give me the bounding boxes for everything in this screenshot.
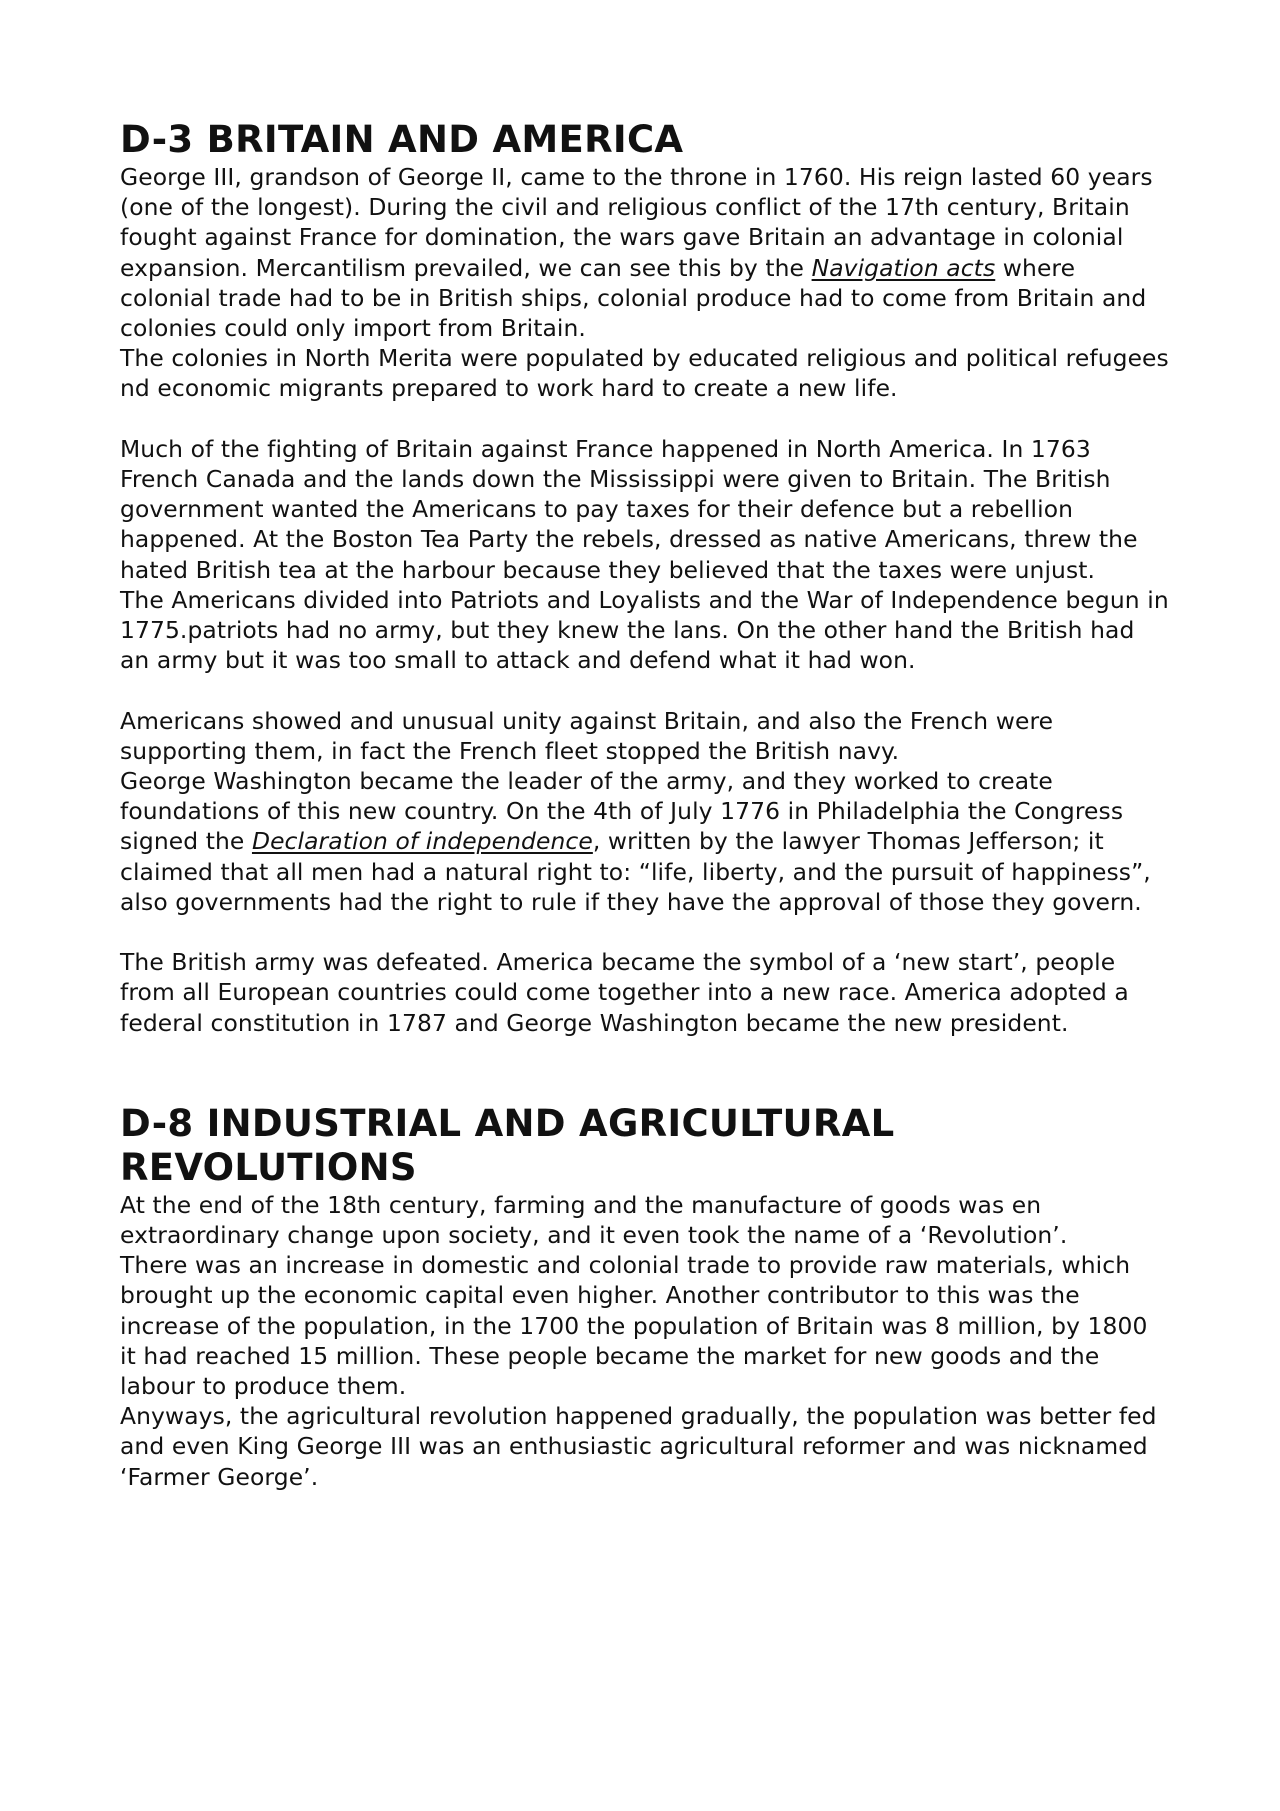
paragraph: The colonies in North Merita were populated by educated religious and political refugees nd economic migrants prepared to work hard to create a new life. [120, 344, 1169, 403]
term-navigation-acts: Navigation acts [811, 253, 996, 282]
paragraph: Anyways, the agricultural revolution happened gradually, the population was better fed and even King George III was an enthusiastic agricultural reformer and was nicknamed ‘Farmer George’. [120, 1402, 1157, 1491]
text-span: where colonial trade had to be in British ships, colonial produce had to come from Britain and colonies could only import from Britain. [120, 253, 1147, 343]
paragraph-gap [120, 917, 1170, 947]
text-span: , written by the lawyer Thomas Jefferson; it claimed that all men had a natural right to: “life, liberty, and the pursuit of happiness”, also governments had the right to rule if they have the approval of those they govern. [120, 827, 1151, 916]
section-title-britain-america: D-3 BRITAIN AND AMERICA [120, 118, 684, 161]
paragraph [120, 766, 1170, 917]
paragraph: The British army was defeated. America became the symbol of a ‘new start’, people from all European countries could come together into a new race. America adopted a federal constitution in 1787 and George Washington became the new president. [120, 948, 1129, 1037]
section-gap [120, 1038, 1170, 1102]
text-span: George Washington became the leader of the army, and they worked to create foundations of this new country. On the 4th of July 1776 in Philadelphia the Congress signed the [120, 767, 1124, 856]
paragraph: Americans showed and unusual unity against Britain, and also the French were supporting them, in fact the French fleet stopped the British navy. [120, 706, 1054, 765]
paragraph-gap [120, 404, 1170, 434]
paragraph [120, 162, 1170, 343]
paragraph: The Americans divided into Patriots and Loyalists and the War of Independence begun in 1775.patriots had no army, but they knew the lans. On the other hand the British had an army but it was too small to attack and defend what it had won. [120, 585, 1169, 675]
term-declaration-of-independence: Declaration of independence [251, 827, 593, 856]
text-span: George III, grandson of George II, came to the throne in 1760. His reign lasted 60 years (one of the longest). During the civil and religious conflict of the 17th century, Britain fought against France for domination, the wars gave Britain an advantage in colonial expansion. Mercantilism prevailed, we can see this by the [120, 163, 1153, 282]
paragraph: Much of the fighting of Britain against France happened in North America. In 1763 French Canada and the lands down the Mississippi were given to Britain. The British government wanted the Americans to pay taxes for their defence but a rebellion happened. At the Boston Tea Party the rebels, dressed as native Americans, threw the hated British tea at the harbour because they believed that the taxes were unjust. [120, 434, 1138, 584]
section-title-industrial-agricultural: D-8 INDUSTRIAL AND AGRICULTURAL REVOLUTIONS [120, 1101, 895, 1189]
paragraph: There was an increase in domestic and colonial trade to provide raw materials, which brought up the economic capital even higher. Another contributor to this was the increase of the population, in the 1700 the population of Britain was 8 million, by 1800 it had reached 15 million. These people became the market for new goods and the labour to produce them. [120, 1251, 1148, 1401]
paragraph-gap [120, 675, 1170, 705]
document-page [120, 118, 1170, 1492]
paragraph: At the end of the 18th century, farming and the manufacture of goods was en extraordinary change upon society, and it even took the name of a ‘Revolution’. [120, 1190, 1068, 1250]
